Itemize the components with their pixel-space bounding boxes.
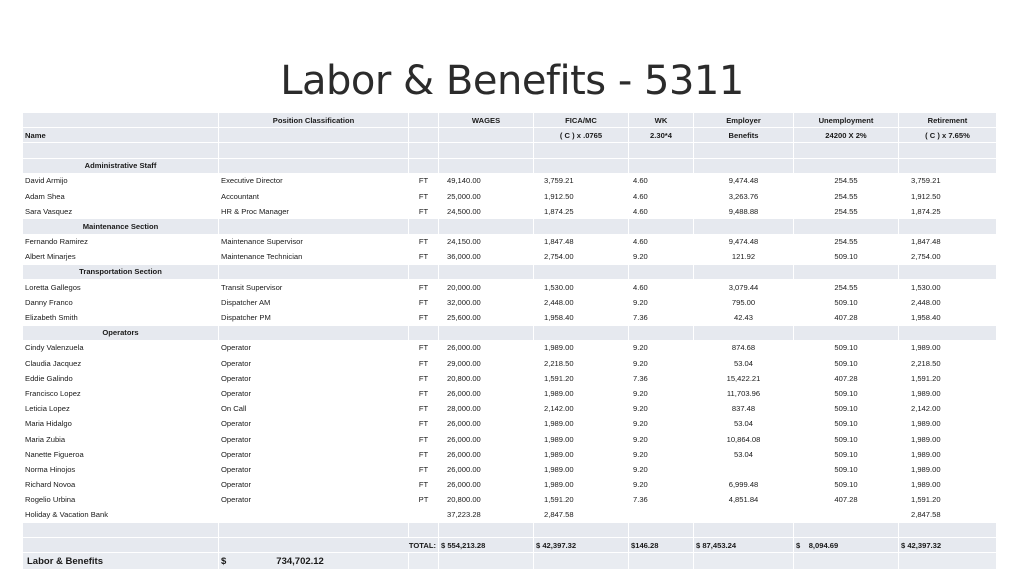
table-row [23,417,997,432]
wk-cell: 9.20 [629,386,694,401]
retirement-cell: 2,448.00 [899,295,997,310]
employment-type: FT [409,250,439,265]
position-classification: Maintenance Supervisor [219,235,409,250]
wages-cell: 24,150.00 [439,235,534,250]
employment-type: FT [409,341,439,356]
employee-name: Loretta Gallegos [23,280,219,295]
position-classification [219,508,409,523]
wages-cell: 25,600.00 [439,310,534,325]
employee-name: Sara Vasquez [23,204,219,219]
totals-row [23,538,997,553]
unemployment-cell: 509.10 [794,295,899,310]
position-classification: Operator [219,386,409,401]
header-unemployment-sub: 24200 X 2% [794,128,899,143]
employee-name: Adam Shea [23,189,219,204]
table-row [23,295,997,310]
wk-cell: 7.36 [629,371,694,386]
unemployment-cell: 509.10 [794,356,899,371]
fica-cell: 2,754.00 [534,250,629,265]
unemployment-cell: 254.55 [794,204,899,219]
table-row [23,493,997,508]
header-retirement-sub: ( C ) x 7.65% [899,128,997,143]
employer-benefits-cell: 42.43 [694,310,794,325]
header-fica-sub: ( C ) x .0765 [534,128,629,143]
employer-benefits-cell: 3,263.76 [694,189,794,204]
employer-benefits-cell: 874.68 [694,341,794,356]
unemployment-cell: 407.28 [794,310,899,325]
wages-cell: 25,000.00 [439,189,534,204]
employment-type: FT [409,235,439,250]
fica-cell: 1,989.00 [534,447,629,462]
retirement-cell: 1,591.20 [899,371,997,386]
employment-type: FT [409,371,439,386]
wages-cell: 28,000.00 [439,402,534,417]
wages-cell: 26,000.00 [439,432,534,447]
header-retirement: Retirement [899,113,997,128]
retirement-cell: 1,874.25 [899,204,997,219]
fica-cell: 1,989.00 [534,341,629,356]
employment-type: FT [409,280,439,295]
table-row [23,478,997,493]
wages-cell: 24,500.00 [439,204,534,219]
table-row [23,235,997,250]
employer-benefits-cell: 837.48 [694,402,794,417]
header-fica: FICA/MC [534,113,629,128]
employee-name: Richard Novoa [23,478,219,493]
fica-cell: 1,591.20 [534,371,629,386]
header-row-2 [23,128,997,143]
table-row [23,371,997,386]
position-classification: Operator [219,341,409,356]
fica-cell: 1,989.00 [534,478,629,493]
total-unemployment-value: 8,094.69 [808,540,839,550]
fica-cell: 2,847.58 [534,508,629,523]
wk-cell: 9.20 [629,250,694,265]
table-row [23,341,997,356]
retirement-cell: 1,530.00 [899,280,997,295]
employee-name: Albert Minarjes [23,250,219,265]
wk-cell: 9.20 [629,478,694,493]
employer-benefits-cell: 9,474.48 [694,235,794,250]
employer-benefits-cell: 3,079.44 [694,280,794,295]
section-row [23,326,997,341]
employee-name: Eddie Galindo [23,371,219,386]
position-classification: Operator [219,371,409,386]
total-wages: $ 554,213.28 [439,538,534,553]
fica-cell: 1,912.50 [534,189,629,204]
employment-type: PT [409,493,439,508]
section-row [23,265,997,280]
retirement-cell: 3,759.21 [899,174,997,189]
employee-name: Leticia Lopez [23,402,219,417]
employee-name: Danny Franco [23,295,219,310]
employer-benefits-cell: 9,488.88 [694,204,794,219]
retirement-cell: 2,847.58 [899,508,997,523]
employer-benefits-cell [694,508,794,523]
retirement-cell: 1,989.00 [899,478,997,493]
position-classification: Operator [219,356,409,371]
employment-type: FT [409,189,439,204]
wk-cell: 9.20 [629,447,694,462]
table-row [23,174,997,189]
unemployment-cell: 509.10 [794,402,899,417]
employment-type: FT [409,462,439,477]
table-row [23,508,997,523]
table-row [23,204,997,219]
position-classification: Dispatcher PM [219,310,409,325]
wages-cell: 26,000.00 [439,462,534,477]
employee-name: Maria Hidalgo [23,417,219,432]
wk-cell: 4.60 [629,189,694,204]
position-classification: HR & Proc Manager [219,204,409,219]
employee-name: Nanette Figueroa [23,447,219,462]
employer-benefits-cell [694,462,794,477]
wk-cell: 9.20 [629,356,694,371]
total-label: TOTAL: [219,538,439,553]
employment-type: FT [409,386,439,401]
wk-cell: 4.60 [629,204,694,219]
retirement-cell: 1,989.00 [899,447,997,462]
employee-name: Cindy Valenzuela [23,341,219,356]
position-classification: Operator [219,478,409,493]
header-wk-sub: 2.30*4 [629,128,694,143]
wages-cell: 26,000.00 [439,478,534,493]
position-classification: Operator [219,447,409,462]
employer-benefits-cell: 6,999.48 [694,478,794,493]
employment-type: FT [409,447,439,462]
wk-cell: 9.20 [629,341,694,356]
position-classification: Operator [219,432,409,447]
header-employer: Employer [694,113,794,128]
unemployment-cell: 509.10 [794,447,899,462]
employer-benefits-cell: 121.92 [694,250,794,265]
position-classification: Accountant [219,189,409,204]
table-row [23,447,997,462]
fica-cell: 1,989.00 [534,432,629,447]
fica-cell: 1,847.48 [534,235,629,250]
employer-benefits-cell: 53.04 [694,417,794,432]
unemployment-cell: 509.10 [794,250,899,265]
fica-cell: 2,218.50 [534,356,629,371]
header-unemployment: Unemployment [794,113,899,128]
unemployment-cell: 509.10 [794,478,899,493]
wages-cell: 29,000.00 [439,356,534,371]
summary-label: Labor & Benefits [23,553,219,570]
header-position: Position Classification [219,113,409,128]
employee-name: Francisco Lopez [23,386,219,401]
wages-cell: 26,000.00 [439,341,534,356]
labor-benefits-table [23,113,997,570]
retirement-cell: 1,591.20 [899,493,997,508]
wages-cell: 20,800.00 [439,371,534,386]
wk-cell: 4.60 [629,235,694,250]
wk-cell: 9.20 [629,432,694,447]
fica-cell: 1,874.25 [534,204,629,219]
unemployment-cell: 254.55 [794,189,899,204]
fica-cell: 2,448.00 [534,295,629,310]
section-row [23,219,997,234]
wages-cell: 26,000.00 [439,447,534,462]
retirement-cell: 1,989.00 [899,417,997,432]
employment-type: FT [409,174,439,189]
summary-amount: 734,702.12 [276,555,324,567]
employer-benefits-cell: 10,864.08 [694,432,794,447]
retirement-cell: 1,958.40 [899,310,997,325]
unemployment-cell: 509.10 [794,462,899,477]
fica-cell: 1,989.00 [534,417,629,432]
fica-cell: 1,530.00 [534,280,629,295]
employee-name: Rogelio Urbina [23,493,219,508]
unemployment-cell: 254.55 [794,280,899,295]
table-row [23,310,997,325]
employee-name: Claudia Jacquez [23,356,219,371]
total-unemployment-currency: $ [796,540,801,550]
retirement-cell: 1,989.00 [899,462,997,477]
wages-cell: 26,000.00 [439,386,534,401]
unemployment-cell: 509.10 [794,341,899,356]
table-row [23,462,997,477]
employee-name: David Armijo [23,174,219,189]
employment-type: FT [409,295,439,310]
section-admin: Administrative Staff [23,159,219,174]
wk-cell: 9.20 [629,417,694,432]
wk-cell: 9.20 [629,402,694,417]
summary-value [219,553,409,570]
retirement-cell: 2,142.00 [899,402,997,417]
employment-type: FT [409,402,439,417]
header-wk: WK [629,113,694,128]
summary-row [23,553,997,570]
unemployment-cell: 254.55 [794,235,899,250]
section-row [23,159,997,174]
employment-type: FT [409,417,439,432]
retirement-cell: 2,754.00 [899,250,997,265]
employer-benefits-cell: 53.04 [694,447,794,462]
employer-benefits-cell: 11,703.96 [694,386,794,401]
employer-benefits-cell: 9,474.48 [694,174,794,189]
table-row [23,189,997,204]
header-name: Name [23,128,219,143]
wk-cell: 4.60 [629,174,694,189]
table-row [23,250,997,265]
fica-cell: 1,958.40 [534,310,629,325]
wk-cell: 9.20 [629,295,694,310]
retirement-cell: 1,847.48 [899,235,997,250]
employment-type: FT [409,356,439,371]
header-wages: WAGES [439,113,534,128]
page-title: Labor & Benefits - 5311 [280,58,744,104]
employment-type: FT [409,432,439,447]
retirement-cell: 2,218.50 [899,356,997,371]
unemployment-cell [794,508,899,523]
position-classification: Maintenance Technician [219,250,409,265]
wages-cell: 37,223.28 [439,508,534,523]
retirement-cell: 1,989.00 [899,432,997,447]
fica-cell: 2,142.00 [534,402,629,417]
section-transportation: Transportation Section [23,265,219,280]
summary-currency: $ [221,555,227,567]
header-employer-sub: Benefits [694,128,794,143]
wk-cell: 7.36 [629,310,694,325]
wk-cell [629,508,694,523]
position-classification: Transit Supervisor [219,280,409,295]
table-row [23,386,997,401]
position-classification: Dispatcher AM [219,295,409,310]
employment-type: FT [409,478,439,493]
retirement-cell: 1,912.50 [899,189,997,204]
employee-name: Fernando Ramirez [23,235,219,250]
wages-cell: 20,000.00 [439,280,534,295]
employer-benefits-cell: 53.04 [694,356,794,371]
total-retirement: $ 42,397.32 [899,538,997,553]
unemployment-cell: 407.28 [794,493,899,508]
section-operators: Operators [23,326,219,341]
wk-cell: 9.20 [629,462,694,477]
unemployment-cell: 509.10 [794,432,899,447]
employee-name: Elizabeth Smith [23,310,219,325]
unemployment-cell: 407.28 [794,371,899,386]
wages-cell: 36,000.00 [439,250,534,265]
position-classification: Operator [219,417,409,432]
employee-name: Maria Zubia [23,432,219,447]
employer-benefits-cell: 795.00 [694,295,794,310]
employee-name: Holiday & Vacation Bank [23,508,219,523]
unemployment-cell: 509.10 [794,386,899,401]
wages-cell: 32,000.00 [439,295,534,310]
section-maintenance: Maintenance Section [23,219,219,234]
total-unemployment [794,538,899,553]
position-classification: Operator [219,462,409,477]
employment-type [409,508,439,523]
employment-type: FT [409,310,439,325]
employer-benefits-cell: 15,422.21 [694,371,794,386]
employment-type: FT [409,204,439,219]
table-row [23,356,997,371]
unemployment-cell: 509.10 [794,417,899,432]
fica-cell: 1,989.00 [534,462,629,477]
fica-cell: 1,591.20 [534,493,629,508]
fica-cell: 3,759.21 [534,174,629,189]
wk-cell: 4.60 [629,280,694,295]
wages-cell: 26,000.00 [439,417,534,432]
retirement-cell: 1,989.00 [899,386,997,401]
retirement-cell: 1,989.00 [899,341,997,356]
unemployment-cell: 254.55 [794,174,899,189]
total-wk: $146.28 [629,538,694,553]
table-row [23,432,997,447]
total-employer: $ 87,453.24 [694,538,794,553]
total-fica: $ 42,397.32 [534,538,629,553]
wages-cell: 20,800.00 [439,493,534,508]
header-row-1 [23,113,997,128]
employer-benefits-cell: 4,851.84 [694,493,794,508]
position-classification: On Call [219,402,409,417]
fica-cell: 1,989.00 [534,386,629,401]
table-row [23,280,997,295]
wk-cell: 7.36 [629,493,694,508]
position-classification: Executive Director [219,174,409,189]
wages-cell: 49,140.00 [439,174,534,189]
employee-name: Norma Hinojos [23,462,219,477]
table-row [23,402,997,417]
position-classification: Operator [219,493,409,508]
